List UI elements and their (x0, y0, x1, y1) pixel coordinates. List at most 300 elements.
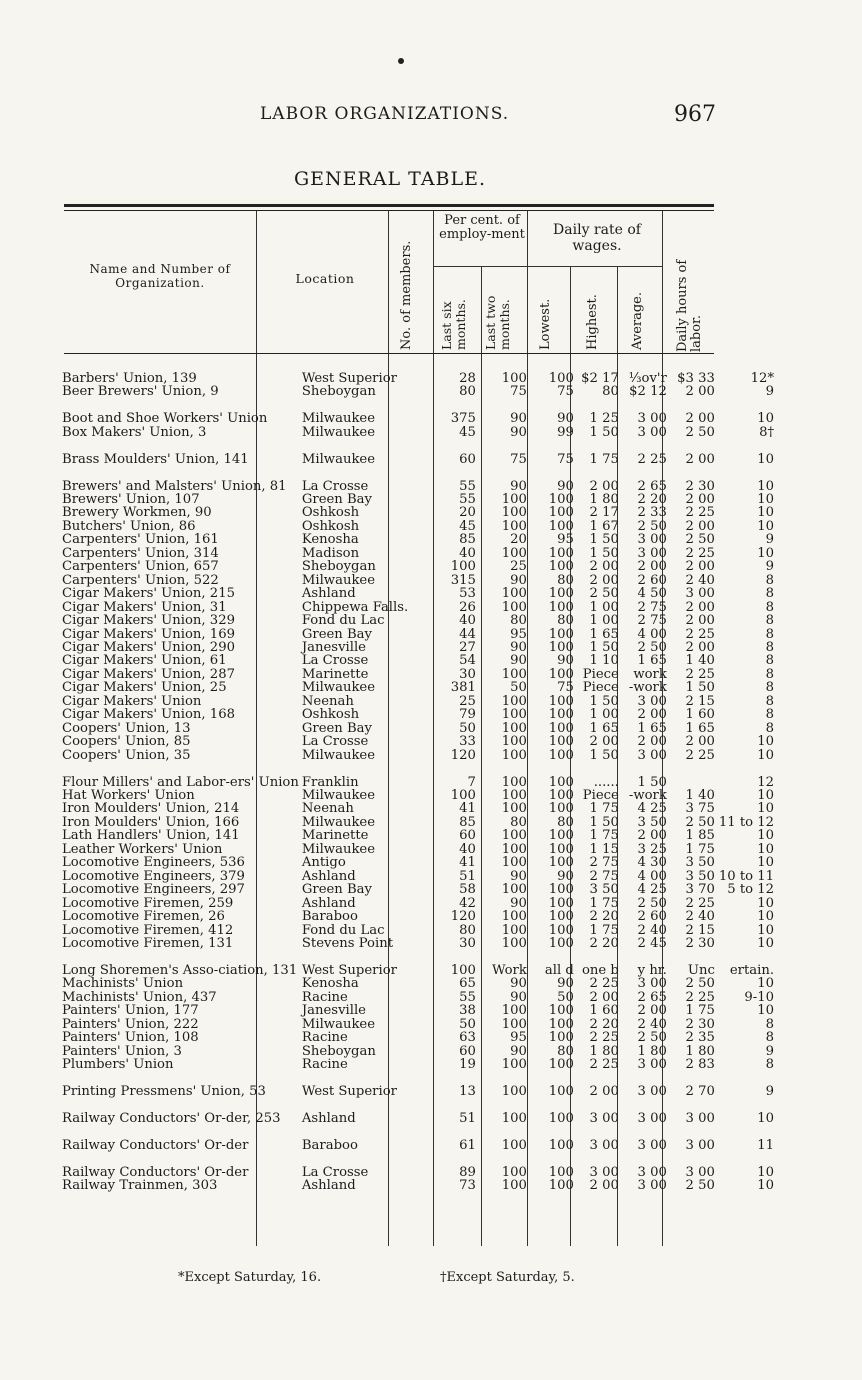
cell-two: 100 (548, 493, 574, 507)
table-row (62, 506, 780, 519)
cell-low: 1 50 (589, 641, 619, 655)
cell-hrs: 10 (757, 1179, 775, 1193)
cell-six: 75 (510, 385, 527, 399)
col-header-two-months: Last two months. (483, 295, 512, 350)
cell-high: ⅓ov'r (628, 372, 667, 386)
cell-loc: Oshkosh (301, 506, 360, 520)
cell-two: 100 (548, 546, 574, 561)
cell-high: 2 25 (637, 451, 667, 467)
table-row (62, 560, 780, 573)
cell-high: 3 00 (637, 1137, 667, 1153)
cell-six: 100 (501, 1137, 527, 1153)
cell-six: 100 (501, 600, 527, 615)
cell-avg: 1 85 (685, 829, 715, 843)
cell-two: 90 (557, 654, 574, 668)
cell-hrs: 8† (759, 425, 775, 440)
cell-loc: Janesville (301, 1004, 366, 1018)
cell-low: 2 20 (589, 1017, 619, 1032)
table-row (62, 1071, 780, 1098)
cell-six: 100 (501, 1004, 527, 1018)
cell-low: Piece (582, 667, 619, 682)
cell-low: 2 20 (589, 936, 619, 951)
col-header-lowest: Lowest. (538, 298, 553, 350)
cell-mem: 30 (459, 667, 476, 682)
cell-two: 100 (548, 506, 574, 520)
table-row (62, 1125, 780, 1152)
cell-six: 100 (501, 936, 527, 951)
cell-low: $2 17 (581, 372, 619, 386)
cell-two: 100 (548, 748, 574, 763)
cell-two: 100 (548, 641, 574, 655)
cell-hrs: 10 (757, 519, 775, 534)
table-row (62, 991, 780, 1004)
cell-six: 100 (501, 788, 527, 803)
cell-low: 1 50 (589, 815, 619, 830)
cell-low: 2 25 (589, 1058, 619, 1072)
cell-avg: 2 50 (685, 425, 715, 440)
cell-loc: Sheboygan (301, 385, 376, 399)
cell-name: Leather Workers' Union (62, 842, 223, 857)
cell-name: Carpenters' Union, 657 (62, 560, 219, 574)
cell-low: 1 15 (589, 842, 619, 857)
cell-hrs: 10 (757, 856, 775, 870)
cell-low: 1 00 (589, 600, 619, 615)
cell-loc: Racine (301, 990, 348, 1005)
cell-six: 100 (501, 748, 527, 763)
cell-two: 90 (557, 411, 574, 426)
cell-two: all d (544, 962, 574, 978)
cell-avg: 2 00 (685, 614, 715, 628)
cell-high: 1 65 (637, 654, 667, 668)
cell-low: 2 20 (589, 910, 619, 924)
cell-high: 2 65 (637, 990, 667, 1005)
cell-six: 90 (510, 896, 527, 911)
cell-high: 4 50 (637, 587, 667, 601)
cell-two: 100 (548, 788, 574, 803)
cell-hrs: 10 (757, 735, 775, 749)
page-header (60, 102, 720, 132)
top-rule (64, 204, 714, 207)
cell-hrs: 8 (765, 721, 775, 736)
cell-high: 3 00 (637, 546, 667, 561)
table-row (62, 547, 780, 560)
cell-mem: 51 (459, 1110, 476, 1126)
cell-avg: 2 25 (685, 667, 715, 682)
cell-avg: Unc (687, 962, 715, 978)
cell-hrs: 9-10 (744, 990, 775, 1005)
cell-mem: 13 (459, 1083, 476, 1099)
cell-low: 1 67 (589, 519, 619, 534)
cell-low: ...... (593, 774, 619, 789)
col-header-highest: Highest. (585, 294, 600, 350)
cell-mem: 30 (459, 936, 476, 951)
cell-low: 2 00 (589, 560, 619, 574)
cell-high: 2 50 (637, 641, 667, 655)
cell-avg: 2 00 (685, 641, 715, 655)
cell-six: 90 (510, 990, 527, 1005)
cell-two: 100 (548, 802, 574, 816)
cell-hrs: 10 (757, 802, 775, 816)
cell-mem: 60 (459, 451, 476, 467)
table-row (62, 654, 780, 667)
cell-avg: 3 00 (685, 587, 715, 601)
cell-mem: 100 (450, 560, 476, 574)
cell-low: 2 75 (589, 856, 619, 870)
cell-name: Locomotive Engineers, 297 (62, 883, 245, 897)
cell-name: Lath Handlers' Union, 141 (62, 829, 240, 843)
cell-name: Locomotive Engineers, 536 (62, 856, 245, 870)
cell-low: 2 25 (589, 977, 619, 991)
cell-six: 90 (510, 573, 527, 588)
cell-two: 100 (548, 1179, 574, 1193)
footnote-dagger: †Except Saturday, 5. (440, 1270, 575, 1285)
cell-six: 90 (510, 977, 527, 991)
cell-mem: 42 (459, 896, 476, 911)
cell-name: Cigar Makers' Union, 31 (62, 600, 227, 615)
cell-avg: 1 75 (685, 1004, 715, 1018)
cell-six: 80 (510, 815, 527, 830)
cell-high: 2 40 (637, 923, 667, 937)
cell-two: 100 (548, 774, 574, 789)
cell-two: 99 (557, 425, 574, 440)
cell-two: 80 (557, 1044, 574, 1059)
cell-mem: 51 (459, 869, 476, 884)
table-row (62, 977, 780, 990)
table-row (62, 695, 780, 708)
cell-low: 3 00 (589, 1137, 619, 1153)
cell-avg: 2 00 (685, 385, 715, 399)
cell-high: 3 00 (637, 425, 667, 440)
table-row (62, 1045, 780, 1058)
cell-name: Hat Workers' Union (62, 788, 195, 803)
col-header-wages: Daily rate of wages. (553, 222, 641, 254)
cell-loc: Oshkosh (301, 519, 360, 534)
cell-loc: Baraboo (301, 910, 358, 924)
cell-high: 3 00 (637, 1058, 667, 1072)
cell-low: 3 50 (589, 883, 619, 897)
cell-six: 100 (501, 802, 527, 816)
cell-hrs: 9 (765, 385, 775, 399)
cell-two: 95 (557, 533, 574, 547)
cell-high: y hr. (637, 962, 667, 978)
cell-high: 2 00 (637, 735, 667, 749)
cell-name: Railway Conductors' Or-der (62, 1164, 249, 1180)
cell-six: 90 (510, 425, 527, 440)
table-row (62, 533, 780, 546)
cell-mem: 120 (450, 748, 476, 763)
cell-loc: La Crosse (301, 735, 369, 749)
table-row (62, 722, 780, 735)
page-number: 967 (674, 102, 716, 127)
cell-avg: 2 00 (685, 560, 715, 574)
cell-two: 100 (548, 856, 574, 870)
cell-low: 1 75 (589, 829, 619, 843)
cell-low: 2 00 (589, 1179, 619, 1193)
cell-name: Brewery Workmen, 90 (62, 506, 212, 520)
table-row (62, 789, 780, 802)
cell-loc: La Crosse (301, 1164, 369, 1180)
cell-low: 1 65 (589, 627, 619, 642)
cell-high: 3 00 (637, 1083, 667, 1099)
cell-mem: 20 (459, 506, 476, 520)
cell-two: 90 (557, 977, 574, 991)
cell-six: 100 (501, 883, 527, 897)
cell-high: 1 80 (637, 1044, 667, 1059)
table-row (62, 924, 780, 937)
table-row (62, 1179, 780, 1192)
cell-loc: Sheboygan (301, 1044, 376, 1059)
table-row (62, 426, 780, 439)
cell-six: 100 (501, 519, 527, 534)
cell-high: 4 25 (637, 883, 667, 897)
cell-hrs: 8 (765, 1031, 775, 1045)
cell-loc: Ashland (301, 1110, 356, 1126)
cell-loc: Kenosha (301, 977, 359, 991)
cell-high: 2 20 (637, 493, 667, 507)
cell-loc: Sheboygan (301, 560, 376, 574)
table-row (62, 1004, 780, 1017)
cell-mem: 50 (459, 1017, 476, 1032)
cell-two: 90 (557, 478, 574, 494)
cell-mem: 315 (450, 573, 476, 588)
cell-mem: 80 (459, 923, 476, 937)
cell-loc: Ashland (301, 1179, 356, 1193)
cell-six: 100 (501, 493, 527, 507)
cell-name: Butchers' Union, 86 (62, 519, 196, 534)
cell-two: 100 (548, 694, 574, 709)
cell-name: Cigar Makers' Union, 290 (62, 641, 235, 655)
cell-name: Beer Brewers' Union, 9 (62, 385, 219, 399)
cell-loc: Oshkosh (301, 708, 360, 722)
cell-two: 100 (548, 667, 574, 682)
cell-low: 1 00 (589, 708, 619, 722)
cell-avg (671, 762, 719, 789)
table-row (62, 372, 780, 385)
cell-low: 2 25 (589, 1031, 619, 1045)
table-row (62, 520, 780, 533)
cell-avg: 2 35 (685, 1031, 715, 1045)
cell-name: Locomotive Firemen, 259 (62, 896, 234, 911)
cell-hrs: 10 (757, 910, 775, 924)
cell-loc: Milwaukee (301, 681, 376, 695)
cell-loc: Kenosha (301, 533, 359, 547)
cell-two: 100 (548, 600, 574, 615)
cell-hrs: ertain. (729, 962, 775, 978)
cell-six: 100 (501, 1110, 527, 1126)
cell-mem: 45 (459, 425, 476, 440)
cell-name: Painters' Union, 177 (62, 1004, 199, 1018)
cell-high: 2 50 (637, 519, 667, 534)
cell-loc: Franklin (301, 774, 359, 789)
cell-hrs: 10 to 11 (718, 869, 775, 884)
cell-low: 3 00 (589, 1110, 619, 1126)
cell-avg: 2 50 (685, 977, 715, 991)
cell-low: Piece (582, 788, 619, 803)
cell-two: 100 (548, 923, 574, 937)
table-row (62, 628, 780, 641)
cell-hrs: 10 (757, 451, 775, 467)
table-row (62, 910, 780, 923)
cell-low: 1 50 (589, 533, 619, 547)
cell-high: 3 00 (637, 977, 667, 991)
table-row (62, 843, 780, 856)
cell-hrs: 10 (757, 546, 775, 561)
cell-hrs: 10 (757, 896, 775, 911)
cell-high: 3 50 (637, 815, 667, 830)
cell-avg: 1 40 (685, 654, 715, 668)
cell-loc: Green Bay (301, 493, 372, 507)
print-speck (398, 58, 404, 64)
cell-six: 90 (510, 641, 527, 655)
cell-six: 50 (510, 681, 527, 695)
cell-high: 2 33 (637, 506, 667, 520)
cell-low: 1 75 (589, 896, 619, 911)
data-table (62, 372, 780, 1193)
cell-two: 100 (548, 829, 574, 843)
cell-high: 4 25 (637, 802, 667, 816)
cell-hrs: 12 (757, 774, 775, 789)
cell-six: 95 (510, 1031, 527, 1045)
cell-low: 1 10 (589, 654, 619, 668)
cell-six: 100 (501, 721, 527, 736)
cell-hrs: 10 (757, 842, 775, 857)
col-header-location: Location (295, 271, 355, 286)
cell-low: 3 00 (589, 1164, 619, 1180)
cell-six: 100 (501, 1083, 527, 1099)
cell-avg: 2 25 (685, 627, 715, 642)
cell-hrs: 10 (757, 411, 775, 426)
cell-loc: Madison (301, 546, 360, 561)
cell-name: Flour Millers' and Labor-ers' Union (62, 774, 299, 789)
cell-six: 80 (510, 614, 527, 628)
running-head: LABOR ORGANIZATIONS. (260, 104, 510, 124)
cell-hrs: 10 (757, 788, 775, 803)
cell-hrs: 10 (757, 936, 775, 951)
table-row (62, 937, 780, 950)
cell-six: 100 (501, 667, 527, 682)
cell-name: Boot and Shoe Workers' Union (62, 411, 268, 426)
cell-loc: Milwaukee (301, 788, 376, 803)
cell-two: 75 (557, 681, 574, 695)
cell-six: 100 (501, 923, 527, 937)
cell-high: 2 50 (637, 896, 667, 911)
cell-two: 100 (548, 936, 574, 951)
cell-mem: 40 (459, 546, 476, 561)
cell-high: 3 00 (637, 694, 667, 709)
cell-mem: 54 (459, 654, 476, 668)
cell-low: 1 50 (589, 546, 619, 561)
table-row (62, 883, 780, 896)
cell-loc: Fond du Lac (301, 923, 385, 937)
cell-loc: Milwaukee (301, 451, 376, 467)
cell-low: 1 65 (589, 721, 619, 736)
cell-avg: 2 25 (685, 990, 715, 1005)
cell-two: 100 (548, 883, 574, 897)
cell-name: Locomotive Firemen, 412 (62, 923, 234, 937)
cell-hrs: 5 to 12 (727, 883, 775, 897)
cell-hrs: 10 (757, 748, 775, 763)
cell-two: 50 (557, 990, 574, 1005)
cell-hrs: 8 (765, 614, 775, 628)
cell-high: 2 45 (637, 936, 667, 951)
cell-two: 100 (548, 1083, 574, 1099)
cell-mem: 60 (459, 1044, 476, 1059)
cell-avg: 2 00 (685, 493, 715, 507)
cell-loc: Green Bay (301, 721, 372, 736)
cell-hrs: 8 (765, 573, 775, 588)
cell-avg: 1 65 (685, 721, 715, 736)
cell-mem: 41 (459, 856, 476, 870)
cell-loc: Fond du Lac (301, 614, 385, 628)
cell-avg: 3 00 (685, 1137, 715, 1153)
cell-loc: Milwaukee (301, 748, 376, 763)
cell-mem: 33 (459, 735, 476, 749)
cell-low: 2 00 (589, 478, 619, 494)
cell-avg: 3 50 (685, 856, 715, 870)
cell-avg: 2 25 (685, 506, 715, 520)
cell-two: 100 (548, 1110, 574, 1126)
cell-name: Locomotive Firemen, 131 (62, 936, 234, 951)
cell-hrs: 8 (765, 641, 775, 655)
cell-mem: 55 (459, 478, 476, 494)
cell-six: 100 (501, 910, 527, 924)
table-row (62, 614, 780, 627)
cell-name: Barbers' Union, 139 (62, 372, 197, 386)
cell-loc: Marinette (301, 667, 369, 682)
cell-two: 100 (548, 1031, 574, 1045)
cell-six: 100 (501, 735, 527, 749)
cell-high: 1 65 (637, 721, 667, 736)
cell-low: 1 80 (589, 1044, 619, 1059)
cell-six: 90 (510, 654, 527, 668)
cell-loc: Milwaukee (301, 573, 376, 588)
cell-two: 100 (548, 708, 574, 722)
cell-avg: 2 30 (685, 478, 715, 494)
cell-low: 1 00 (589, 614, 619, 628)
cell-loc: Ashland (301, 896, 356, 911)
table-row (62, 950, 780, 977)
cell-high: 3 00 (637, 411, 667, 426)
cell-low: 1 50 (589, 694, 619, 709)
cell-loc: West Superior (301, 1083, 397, 1099)
cell-low: one b (581, 962, 619, 978)
table-title: GENERAL TABLE. (293, 168, 487, 190)
cell-high: 3 00 (637, 1164, 667, 1180)
cell-hrs: 9 (765, 1044, 775, 1059)
cell-avg: $3 33 (677, 372, 715, 386)
cell-hrs: 10 (757, 977, 775, 991)
cell-name: Machinists' Union (62, 977, 184, 991)
cell-high: 2 60 (637, 573, 667, 588)
cell-mem: 89 (459, 1164, 476, 1180)
cell-six: 100 (501, 774, 527, 789)
cell-loc: Milwaukee (301, 411, 376, 426)
col-header-name: Name and Number of Organization. (89, 262, 231, 290)
cell-name: Locomotive Firemen, 26 (62, 910, 225, 924)
cell-two: 100 (548, 519, 574, 534)
cell-high: 2 00 (637, 560, 667, 574)
cell-hrs: 10 (757, 829, 775, 843)
cell-mem: 63 (459, 1031, 476, 1045)
cell-avg: 2 40 (685, 573, 715, 588)
cell-low: 2 17 (589, 506, 619, 520)
cell-avg: 2 00 (685, 735, 715, 749)
cell-six: 100 (501, 1017, 527, 1032)
cell-loc: Chippewa Falls. (301, 600, 409, 615)
cell-hrs: 10 (757, 1164, 775, 1180)
cell-name: Cigar Makers' Union, 169 (62, 627, 235, 642)
cell-mem: 375 (450, 411, 476, 426)
